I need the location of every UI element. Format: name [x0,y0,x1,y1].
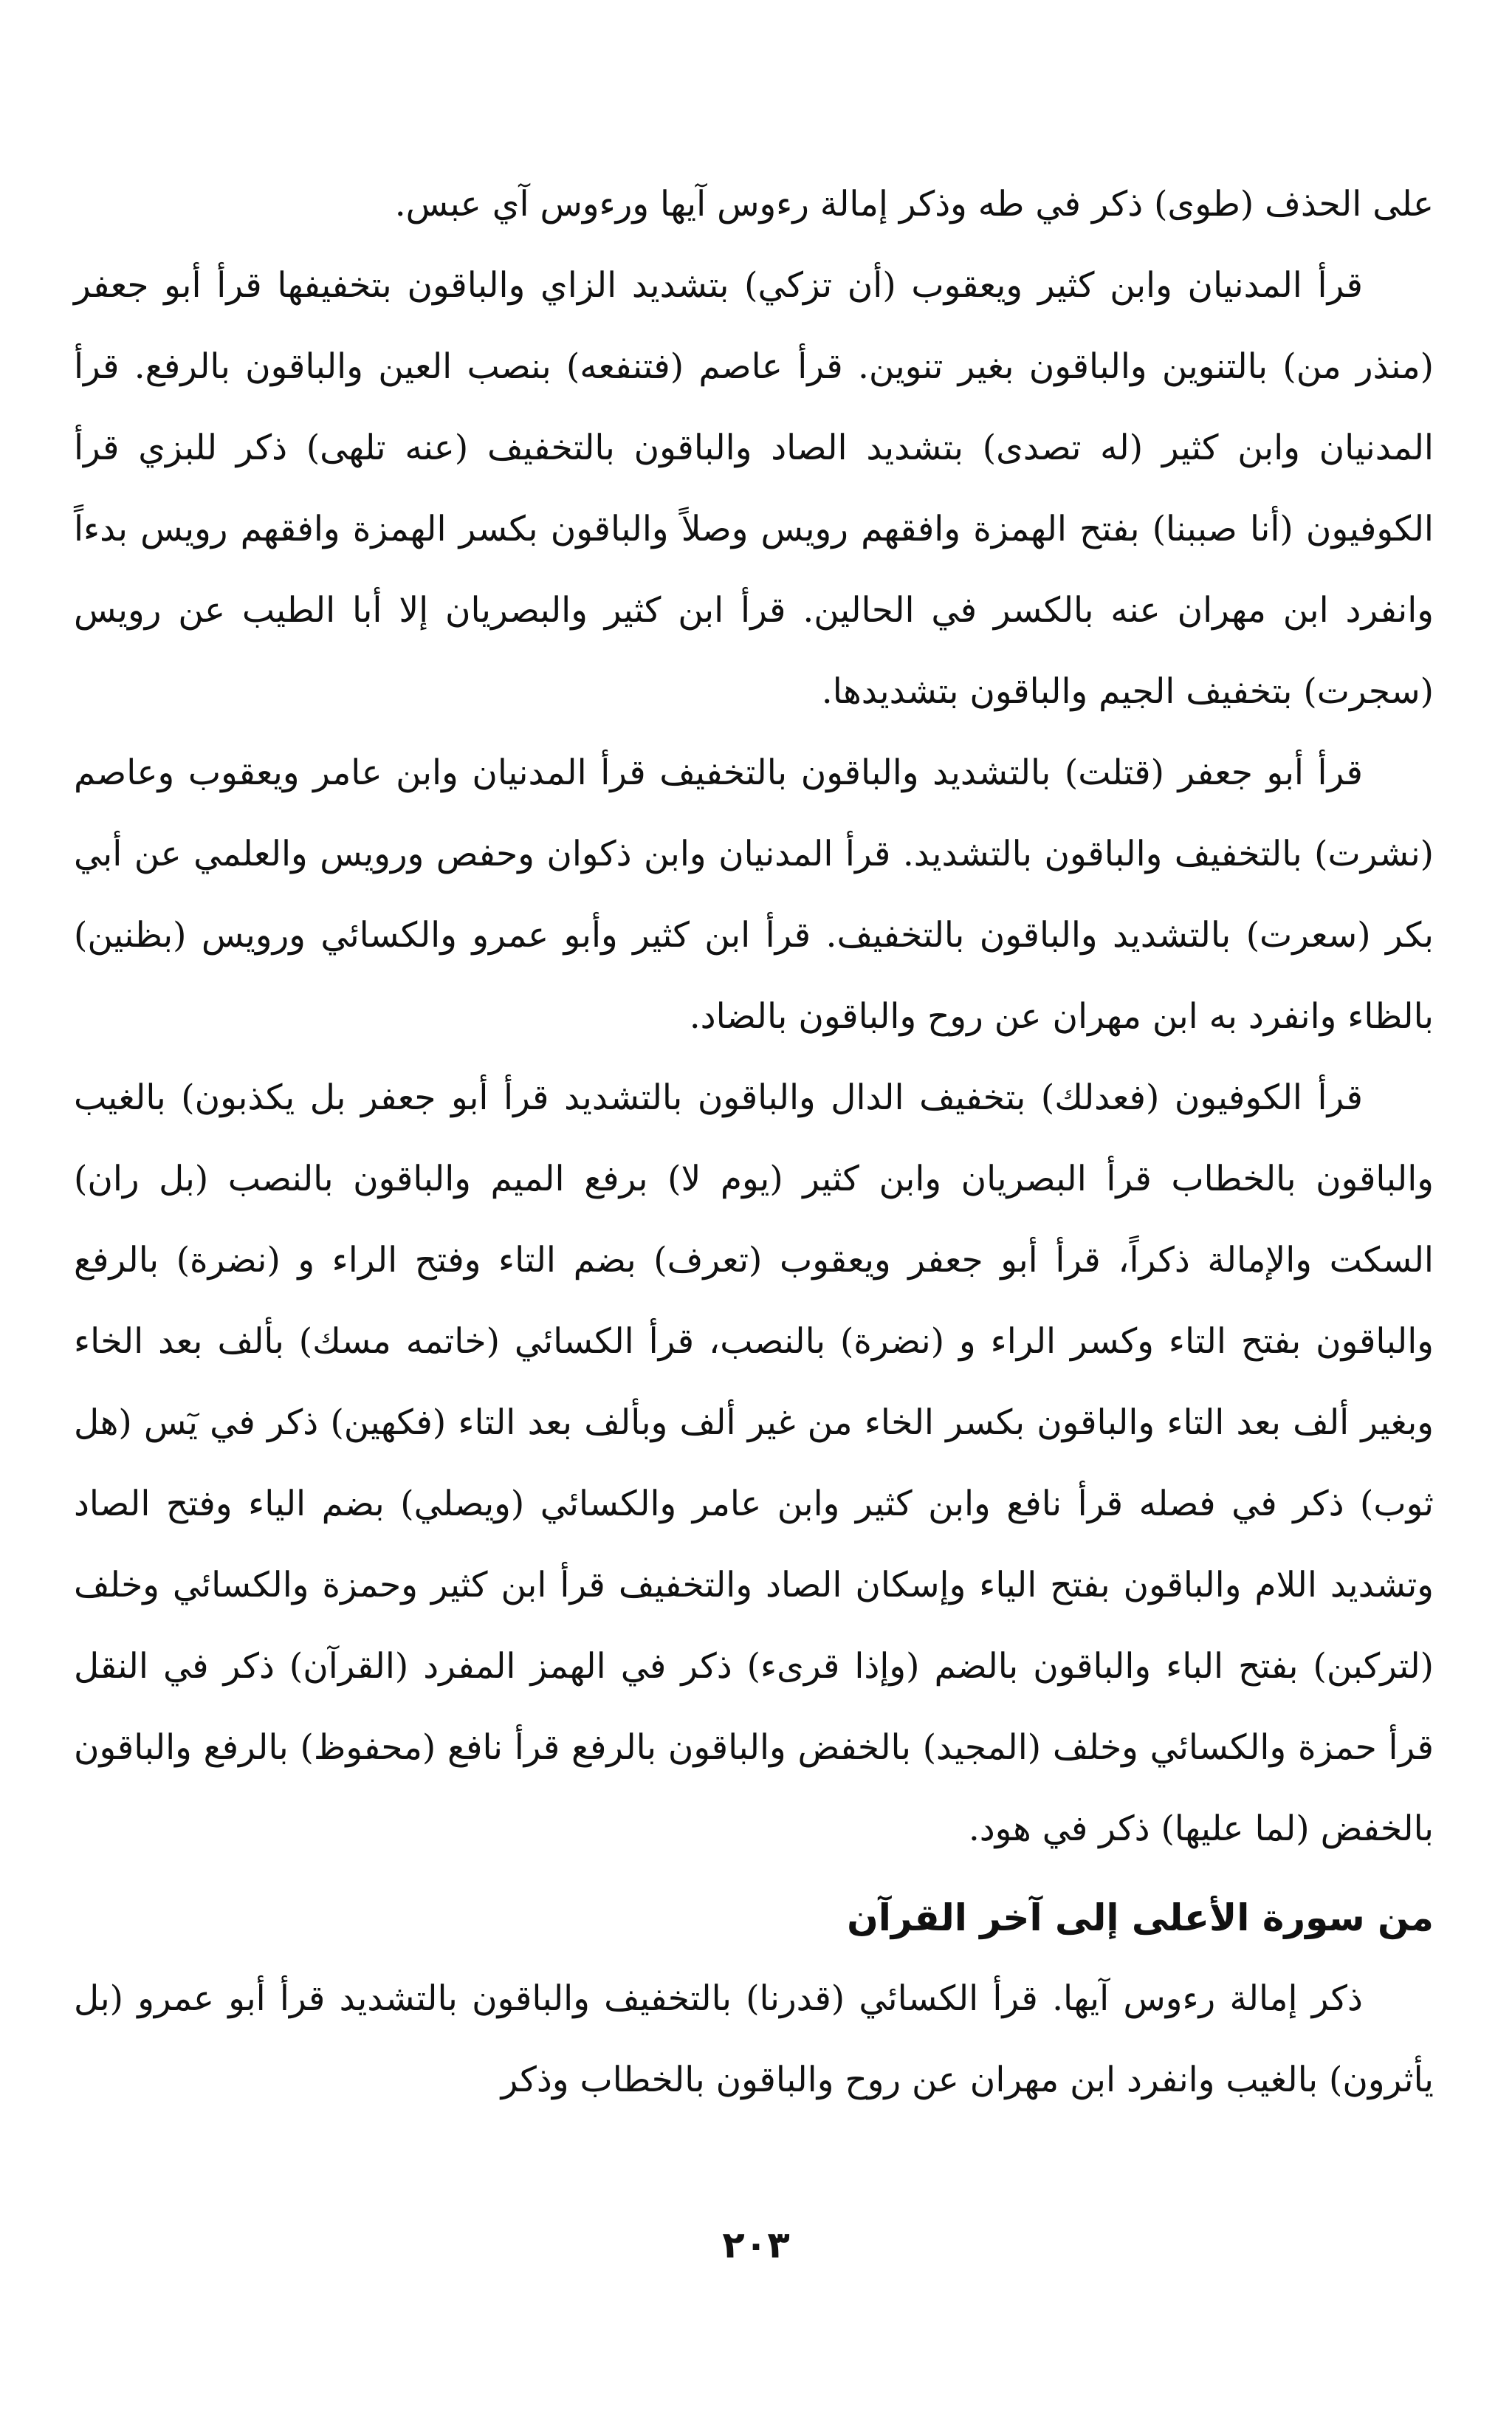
paragraph: ذكر إمالة رءوس آيها. قرأ الكسائي (قدرنا) بالتخفيف والباقون بالتشديد قرأ أبو عمرو (بل يأثرون) بالغيب وانفرد ابن مهران عن روح والباقون بالخطاب وذكر [74,1978,1434,2100]
paragraph: قرأ الكوفيون (فعدلك) بتخفيف الدال والباقون بالتشديد قرأ أبو جعفر بل يكذبون) بالغيب والباقون بالخطاب قرأ البصريان وابن كثير (يوم لا) برفع الميم والباقون بالنصب (بل ران) السكت والإمالة ذكراً، قرأ أبو جعفر ويعقوب (تعرف) بضم التاء وفتح الراء و (نضرة) بالرفع والباقون بفتح التاء وكسر الراء و (نضرة) بالنصب، قرأ الكسائي (خاتمه مسك) بألف بعد الخاء وبغير ألف بعد التاء والباقون بكسر الخاء من غير ألف وبألف بعد التاء (فكهين) ذكر في يٓس (هل ثوب) ذكر في فصله قرأ نافع وابن كثير وابن عامر والكسائي (ويصلي) بضم الياء وفتح الصاد وتشديد اللام والباقون بفتح الياء وإسكان الصاد والتخفيف قرأ ابن كثير وحمزة والكسائي وخلف (لتركبن) بفتح الباء والباقون بالضم (وإذا قرىء) ذكر في الهمز المفرد (القرآن) ذكر في النقل قرأ حمزة والكسائي وخلف (المجيد) بالخفض والباقون بالرفع قرأ نافع (محفوظ) بالرفع والباقون بالخفض (لما عليها) ذكر في هود. [74,1077,1434,1849]
section-heading: من سورة الأعلى إلى آخر القرآن [847,1896,1434,1939]
paragraph: قرأ المدنيان وابن كثير ويعقوب (أن تزكي) بتشديد الزاي والباقون بتخفيفها قرأ أبو جعفر (منذر من) بالتنوين والباقون بغير تنوين. قرأ عاصم (فتنفعه) بنصب العين والباقون بالرفع. قرأ المدنيان وابن كثير (له تصدى) بتشديد الصاد والباقون بالتخفيف (عنه تلهى) ذكر للبزي قرأ الكوفيون (أنا صببنا) بفتح الهمزة وافقهم رويس وصلاً والباقون بكسر الهمزة وافقهم رويس بدءاً وانفرد ابن مهران عنه بالكسر في الحالين. قرأ ابن كثير والبصريان إلا أبا الطيب عن رويس (سجرت) بتخفيف الجيم والباقون بتشديدها. [74,265,1434,712]
paragraph: على الحذف (طوى) ذكر في طه وذكر إمالة رءوس آيها ورءوس آي عبس. [394,184,1434,224]
paragraph: قرأ أبو جعفر (قتلت) بالتشديد والباقون بالتخفيف قرأ المدنيان وابن عامر ويعقوب وعاصم (نشرت) بالتخفيف والباقون بالتشديد. قرأ المدنيان وابن ذكوان وحفص ورويس والعلمي عن أبي بكر (سعرت) بالتشديد والباقون بالتخفيف. قرأ ابن كثير وأبو عمرو والكسائي ورويس (بظنين) بالظاء وانفرد به ابن مهران عن روح والباقون بالضاد. [74,752,1434,1037]
body-text [74,164,1434,2121]
page-number: ٢٠٣ [722,2224,790,2266]
